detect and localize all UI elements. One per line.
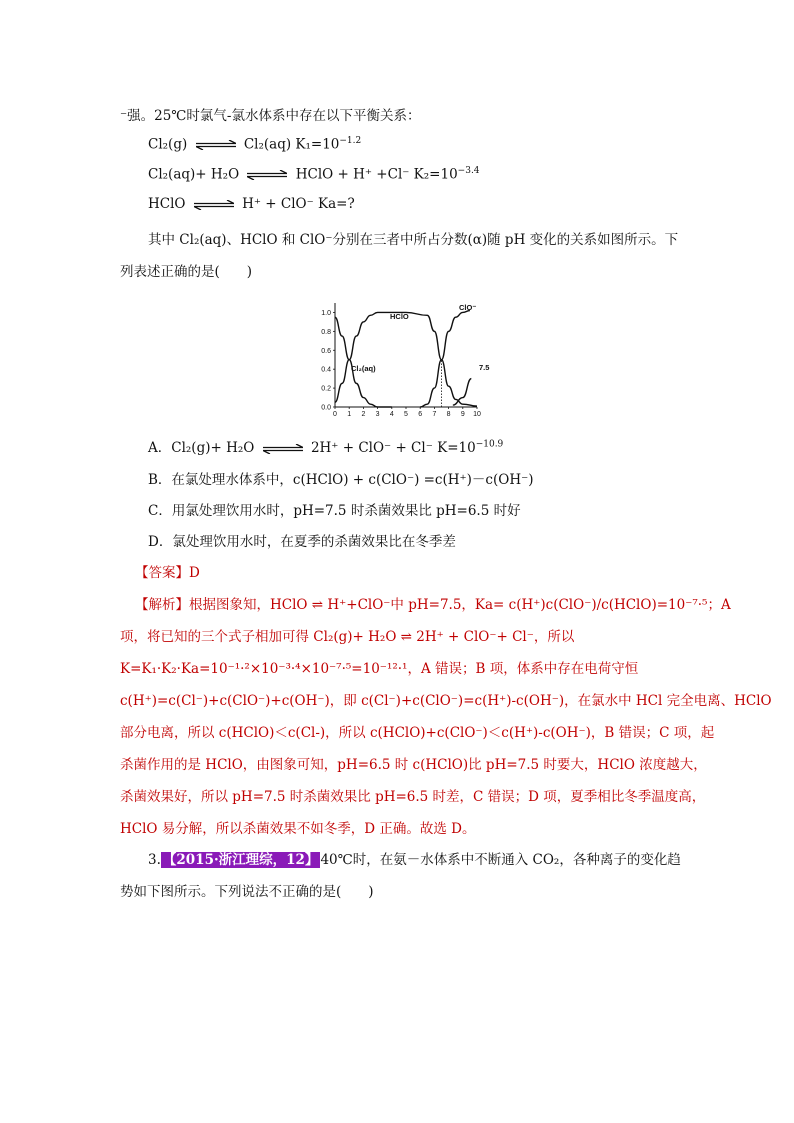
series-label-clo: ClO⁻: [459, 303, 477, 312]
eq2-exp: −3.4: [457, 166, 480, 176]
option-a-exp: −10.9: [475, 439, 504, 450]
eq1-exp: −1.2: [339, 136, 362, 146]
eq1-right: Cl₂(aq) K₁=10: [243, 136, 340, 153]
eq2-right: HClO + H⁺ +Cl⁻ K₂=10: [295, 166, 458, 183]
series-line-ph-7-5: [453, 379, 471, 405]
analysis-line-2: 项，将已知的三个式子相加可得 Cl₂(g)+ H₂O ⇌ 2H⁺ + ClO⁻+ Cl⁻，所以: [120, 629, 575, 645]
y-tick-label: 0.4: [321, 366, 331, 374]
equilibrium-arrow-icon: [194, 200, 234, 210]
equilibrium-arrow-icon: [196, 140, 236, 150]
x-tick-label: 4: [389, 411, 394, 418]
y-tick-label: 0.0: [321, 404, 331, 412]
x-tick-label: 3: [375, 411, 380, 418]
analysis-line-6: 杀菌作用的是 HClO，由图象可知，pH=6.5 时 c(HClO)比 pH=7.5 时要大，HClO 浓度越大，: [120, 757, 707, 773]
eq1-left: Cl₂(g): [148, 136, 188, 153]
x-tick-label: 5: [404, 411, 408, 418]
series-line-cl2: [335, 317, 392, 407]
chart-series: [335, 311, 477, 407]
question-3-line-2: 势如下图所示。下列说法不正确的是( ): [120, 884, 374, 900]
series-line-clo: [420, 311, 470, 407]
y-tick-label: 0.8: [321, 328, 331, 336]
equation-2: [148, 166, 480, 183]
x-tick-label: 2: [361, 411, 366, 418]
analysis-line-5: 部分电离，所以 c(HClO)＜c(Cl-)，所以 c(HClO)+c(ClO⁻)＜c(H⁺)-c(OH⁻)，B 错误；C 项，起: [120, 725, 715, 741]
question-3-text: 40℃时，在氨－水体系中不断通入 CO₂，各种离子的变化趋: [320, 852, 681, 868]
intro-text: ⁻强。25℃时氯气-氯水体系中存在以下平衡关系：: [120, 108, 421, 124]
y-tick-label: 0.2: [321, 385, 331, 393]
question-3-source-tag: 【2015·浙江理综，12】: [162, 852, 319, 868]
y-tick-label: 0.6: [321, 347, 331, 355]
y-tick-label: 1.0: [321, 309, 331, 317]
x-tick-label: 1: [347, 411, 352, 418]
x-tick-label: 7: [432, 411, 437, 418]
equilibrium-arrow-icon: [263, 444, 303, 454]
option-d: D．氯处理饮用水时，在夏季的杀菌效果比在冬季差: [148, 534, 456, 550]
option-c: C．用氯处理饮用水时，pH=7.5 时杀菌效果比 pH=6.5 时好: [148, 503, 521, 519]
series-line-hclo: [335, 312, 477, 406]
x-tick-label: 10: [473, 411, 481, 418]
equation-3: [148, 196, 355, 212]
eq3-left: HClO: [148, 196, 186, 212]
question-3-line-1: [148, 848, 681, 868]
option-a: [148, 436, 503, 456]
analysis-line-7: 杀菌效果好，所以 pH=7.5 时杀菌效果比 pH=6.5 时差，C 错误；D 项，夏季相比冬季温度高，: [120, 789, 706, 805]
x-tick-label: 0: [333, 411, 337, 418]
analysis-line-4: c(H⁺)=c(Cl⁻)+c(ClO⁻)+c(OH⁻)，即 c(Cl⁻)+c(ClO⁻)=c(H⁺)-c(OH⁻)，在氯水中 HCl 完全电离、HClO: [120, 693, 772, 709]
question-line-1: 其中 Cl₂(aq)、HClO 和 ClO⁻分别在三者中所占分数(α)随 pH 变化的关系如图所示。下: [148, 232, 679, 248]
annotation-7-5: 7.5: [479, 363, 490, 372]
option-a-left: A．Cl₂(g)+ H₂O: [148, 440, 255, 456]
answer: 【答案】D: [135, 565, 200, 581]
analysis-line-1: 【解析】根据图象知，HClO ⇌ H⁺+ClO⁻中 pH=7.5，Ka= c(H⁺)c(ClO⁻)/c(HClO)=10⁻⁷·⁵；A: [135, 597, 731, 613]
x-tick-label: 6: [418, 411, 423, 418]
equation-1: [148, 136, 361, 153]
analysis-line-3: K=K₁·K₂·Ka=10⁻¹·²×10⁻³·⁴×10⁻⁷·⁵=10⁻¹²·¹，A 错误；B 项，体系中存在电荷守恒: [120, 661, 639, 677]
question-3-number: 3.: [148, 852, 161, 868]
x-tick-label: 9: [460, 411, 465, 418]
x-tick-label: 8: [446, 411, 451, 418]
series-label-cl2: Cl₂(aq): [351, 364, 376, 373]
option-b: B．在氯处理水体系中，c(HClO) + c(ClO⁻) =c(H⁺)－c(OH⁻): [148, 472, 534, 488]
eq2-left: Cl₂(aq)+ H₂O: [148, 166, 240, 183]
equilibrium-arrow-icon: [247, 170, 287, 180]
option-a-right: 2H⁺ + ClO⁻ + Cl⁻ K=10: [310, 440, 476, 456]
eq3-right: H⁺ + ClO⁻ Ka=?: [242, 196, 355, 212]
series-label-hclo: HClO: [390, 312, 409, 321]
distribution-chart: [315, 293, 495, 423]
question-line-2: 列表述正确的是( ): [120, 264, 253, 280]
analysis-line-8: HClO 易分解，所以杀菌效果不如冬季，D 正确。故选 D。: [120, 821, 476, 837]
